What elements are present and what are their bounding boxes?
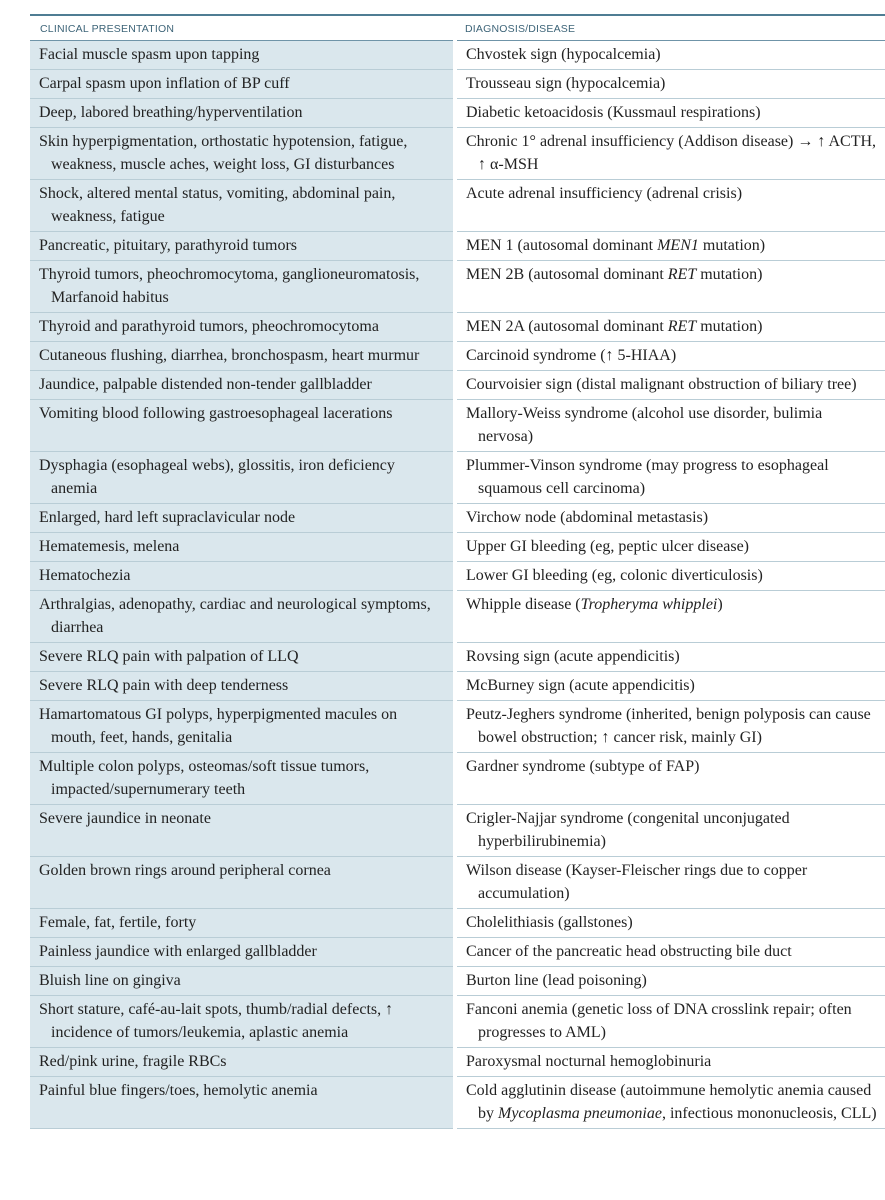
table-row xyxy=(30,371,885,400)
table-row xyxy=(30,232,885,261)
table-row xyxy=(30,99,885,128)
presentation-text: Severe jaundice in neonate xyxy=(39,810,211,827)
diagnosis-cell xyxy=(455,857,885,909)
diagnosis-text: MEN 2A (autosomal dominant RET mutation) xyxy=(466,318,763,335)
diagnosis-text: MEN 1 (autosomal dominant MEN1 mutation) xyxy=(466,237,766,254)
diagnosis-cell xyxy=(455,504,885,533)
diagnosis-cell xyxy=(455,967,885,996)
header-diagnosis-disease: DIAGNOSIS/DISEASE xyxy=(455,16,885,41)
diagnosis-text: Trousseau sign (hypocalcemia) xyxy=(466,75,666,92)
presentation-text: Deep, labored breathing/hyperventilation xyxy=(39,104,303,121)
diagnosis-cell xyxy=(455,400,885,452)
diagnosis-text: Cold agglutinin disease (autoimmune hemolytic anemia caused by Mycoplasma pneumoniae, infectious mononucleosis, CLL) xyxy=(466,1082,877,1122)
table-row xyxy=(30,533,885,562)
table-row xyxy=(30,1077,885,1129)
table-row xyxy=(30,996,885,1048)
table-row xyxy=(30,938,885,967)
clinical-presentation-cell xyxy=(30,938,455,967)
clinical-presentation-cell xyxy=(30,70,455,99)
header-clinical-presentation: CLINICAL PRESENTATION xyxy=(30,16,455,41)
clinical-presentation-cell xyxy=(30,1077,455,1129)
table-row xyxy=(30,504,885,533)
diagnosis-cell xyxy=(455,452,885,504)
table-row xyxy=(30,70,885,99)
diagnosis-text: Cancer of the pancreatic head obstructing bile duct xyxy=(466,943,792,960)
table-row xyxy=(30,967,885,996)
diagnosis-cell xyxy=(455,591,885,643)
diagnosis-cell xyxy=(455,128,885,180)
diagnosis-text: Upper GI bleeding (eg, peptic ulcer disease) xyxy=(466,538,749,555)
clinical-presentation-cell xyxy=(30,232,455,261)
clinical-presentation-cell xyxy=(30,996,455,1048)
presentation-text: Female, fat, fertile, forty xyxy=(39,914,197,931)
presentation-text: Thyroid tumors, pheochromocytoma, ganglioneuromatosis, Marfanoid habitus xyxy=(39,266,420,306)
clinical-presentation-cell xyxy=(30,701,455,753)
diagnosis-text: Mallory-Weiss syndrome (alcohol use disorder, bulimia nervosa) xyxy=(466,405,823,445)
diagnosis-text: Gardner syndrome (subtype of FAP) xyxy=(466,758,700,775)
diagnosis-text: Peutz-Jeghers syndrome (inherited, benign polyposis can cause bowel obstruction; ↑ cancer risk, mainly GI) xyxy=(466,706,871,746)
diagnosis-cell xyxy=(455,805,885,857)
diagnosis-cell xyxy=(455,643,885,672)
diagnosis-text: Chvostek sign (hypocalcemia) xyxy=(466,46,661,63)
presentation-text: Enlarged, hard left supraclavicular node xyxy=(39,509,296,526)
diagnosis-cell xyxy=(455,909,885,938)
diagnosis-text: Paroxysmal nocturnal hemoglobinuria xyxy=(466,1053,712,1070)
clinical-presentation-cell xyxy=(30,452,455,504)
presentation-text: Short stature, café-au-lait spots, thumb/radial defects, ↑ incidence of tumors/leukemia, aplastic anemia xyxy=(39,1001,394,1041)
clinical-presentation-cell xyxy=(30,909,455,938)
clinical-presentation-cell xyxy=(30,1048,455,1077)
diagnosis-text: Burton line (lead poisoning) xyxy=(466,972,647,989)
table-row xyxy=(30,41,885,70)
diagnosis-text: Crigler-Najjar syndrome (congenital unconjugated hyperbilirubinemia) xyxy=(466,810,790,850)
presentation-text: Shock, altered mental status, vomiting, abdominal pain, weakness, fatigue xyxy=(39,185,396,225)
diagnosis-cell xyxy=(455,180,885,232)
presentation-text: Carpal spasm upon inflation of BP cuff xyxy=(39,75,290,92)
clinical-presentation-cell xyxy=(30,371,455,400)
clinical-presentation-cell xyxy=(30,672,455,701)
diagnosis-cell xyxy=(455,99,885,128)
diagnosis-text: Fanconi anemia (genetic loss of DNA crosslink repair; often progresses to AML) xyxy=(466,1001,852,1041)
presentation-text: Painless jaundice with enlarged gallbladder xyxy=(39,943,317,960)
clinical-table-panel xyxy=(30,14,885,1129)
presentation-text: Pancreatic, pituitary, parathyroid tumors xyxy=(39,237,297,254)
diagnosis-text: Lower GI bleeding (eg, colonic diverticulosis) xyxy=(466,567,763,584)
clinical-presentation-cell xyxy=(30,504,455,533)
presentation-text: Red/pink urine, fragile RBCs xyxy=(39,1053,227,1070)
table-row xyxy=(30,672,885,701)
presentation-text: Skin hyperpigmentation, orthostatic hypotension, fatigue, weakness, muscle aches, weight loss, GI disturbances xyxy=(39,133,408,173)
diagnosis-text: MEN 2B (autosomal dominant RET mutation) xyxy=(466,266,763,283)
table-row xyxy=(30,180,885,232)
diagnosis-text: Courvoisier sign (distal malignant obstruction of biliary tree) xyxy=(466,376,857,393)
presentation-text: Arthralgias, adenopathy, cardiac and neurological symptoms, diarrhea xyxy=(39,596,431,636)
diagnosis-cell xyxy=(455,701,885,753)
clinical-presentation-cell xyxy=(30,400,455,452)
diagnosis-text: Chronic 1° adrenal insufficiency (Addison disease) → ↑ ACTH, ↑ α-MSH xyxy=(466,133,877,173)
table-body xyxy=(30,41,885,1129)
diagnosis-text: Cholelithiasis (gallstones) xyxy=(466,914,633,931)
diagnosis-text: Rovsing sign (acute appendicitis) xyxy=(466,648,680,665)
diagnosis-text: Whipple disease (Tropheryma whipplei) xyxy=(466,596,723,613)
diagnosis-cell xyxy=(455,70,885,99)
table-row xyxy=(30,753,885,805)
diagnosis-text: Carcinoid syndrome (↑ 5-HIAA) xyxy=(466,347,677,364)
diagnosis-text: Plummer-Vinson syndrome (may progress to esophageal squamous cell carcinoma) xyxy=(466,457,829,497)
presentation-text: Multiple colon polyps, osteomas/soft tissue tumors, impacted/supernumerary teeth xyxy=(39,758,370,798)
presentation-text: Dysphagia (esophageal webs), glossitis, iron deficiency anemia xyxy=(39,457,395,497)
clinical-presentation-cell xyxy=(30,313,455,342)
diagnosis-cell xyxy=(455,342,885,371)
presentation-text: Golden brown rings around peripheral cornea xyxy=(39,862,331,879)
diagnosis-cell xyxy=(455,261,885,313)
diagnosis-cell xyxy=(455,1048,885,1077)
diagnosis-cell xyxy=(455,533,885,562)
table-row xyxy=(30,805,885,857)
diagnosis-cell xyxy=(455,313,885,342)
diagnosis-cell xyxy=(455,996,885,1048)
presentation-text: Facial muscle spasm upon tapping xyxy=(39,46,260,63)
table-row xyxy=(30,400,885,452)
clinical-presentation-cell xyxy=(30,643,455,672)
clinical-presentation-cell xyxy=(30,180,455,232)
presentation-diagnosis-table xyxy=(30,16,885,1129)
presentation-text: Thyroid and parathyroid tumors, pheochromocytoma xyxy=(39,318,379,335)
clinical-presentation-cell xyxy=(30,533,455,562)
presentation-text: Cutaneous flushing, diarrhea, bronchospasm, heart murmur xyxy=(39,347,420,364)
diagnosis-cell xyxy=(455,1077,885,1129)
diagnosis-cell xyxy=(455,371,885,400)
diagnosis-cell xyxy=(455,41,885,70)
clinical-presentation-cell xyxy=(30,99,455,128)
diagnosis-text: Wilson disease (Kayser-Fleischer rings due to copper accumulation) xyxy=(466,862,808,902)
table-row xyxy=(30,562,885,591)
clinical-presentation-cell xyxy=(30,41,455,70)
table-header-row xyxy=(30,16,885,41)
table-row xyxy=(30,591,885,643)
table-row xyxy=(30,313,885,342)
diagnosis-cell xyxy=(455,938,885,967)
clinical-presentation-cell xyxy=(30,128,455,180)
diagnosis-text: Virchow node (abdominal metastasis) xyxy=(466,509,709,526)
table-row xyxy=(30,909,885,938)
diagnosis-cell xyxy=(455,753,885,805)
table-row xyxy=(30,261,885,313)
presentation-text: Hamartomatous GI polyps, hyperpigmented macules on mouth, feet, hands, genitalia xyxy=(39,706,398,746)
presentation-text: Painful blue fingers/toes, hemolytic anemia xyxy=(39,1082,318,1099)
table-row xyxy=(30,128,885,180)
clinical-presentation-cell xyxy=(30,805,455,857)
clinical-presentation-cell xyxy=(30,857,455,909)
table-row xyxy=(30,342,885,371)
clinical-presentation-cell xyxy=(30,342,455,371)
presentation-text: Severe RLQ pain with palpation of LLQ xyxy=(39,648,299,665)
diagnosis-text: McBurney sign (acute appendicitis) xyxy=(466,677,695,694)
diagnosis-text: Acute adrenal insufficiency (adrenal crisis) xyxy=(466,185,743,202)
presentation-text: Bluish line on gingiva xyxy=(39,972,181,989)
clinical-presentation-cell xyxy=(30,753,455,805)
presentation-text: Severe RLQ pain with deep tenderness xyxy=(39,677,289,694)
presentation-text: Hematemesis, melena xyxy=(39,538,180,555)
table-row xyxy=(30,701,885,753)
presentation-text: Hematochezia xyxy=(39,567,131,584)
presentation-text: Jaundice, palpable distended non-tender gallbladder xyxy=(39,376,372,393)
table-row xyxy=(30,857,885,909)
clinical-presentation-cell xyxy=(30,562,455,591)
table-row xyxy=(30,1048,885,1077)
diagnosis-cell xyxy=(455,672,885,701)
clinical-presentation-cell xyxy=(30,261,455,313)
diagnosis-text: Diabetic ketoacidosis (Kussmaul respirations) xyxy=(466,104,761,121)
diagnosis-cell xyxy=(455,232,885,261)
table-row xyxy=(30,643,885,672)
clinical-presentation-cell xyxy=(30,591,455,643)
diagnosis-cell xyxy=(455,562,885,591)
presentation-text: Vomiting blood following gastroesophageal lacerations xyxy=(39,405,393,422)
table-row xyxy=(30,452,885,504)
clinical-presentation-cell xyxy=(30,967,455,996)
